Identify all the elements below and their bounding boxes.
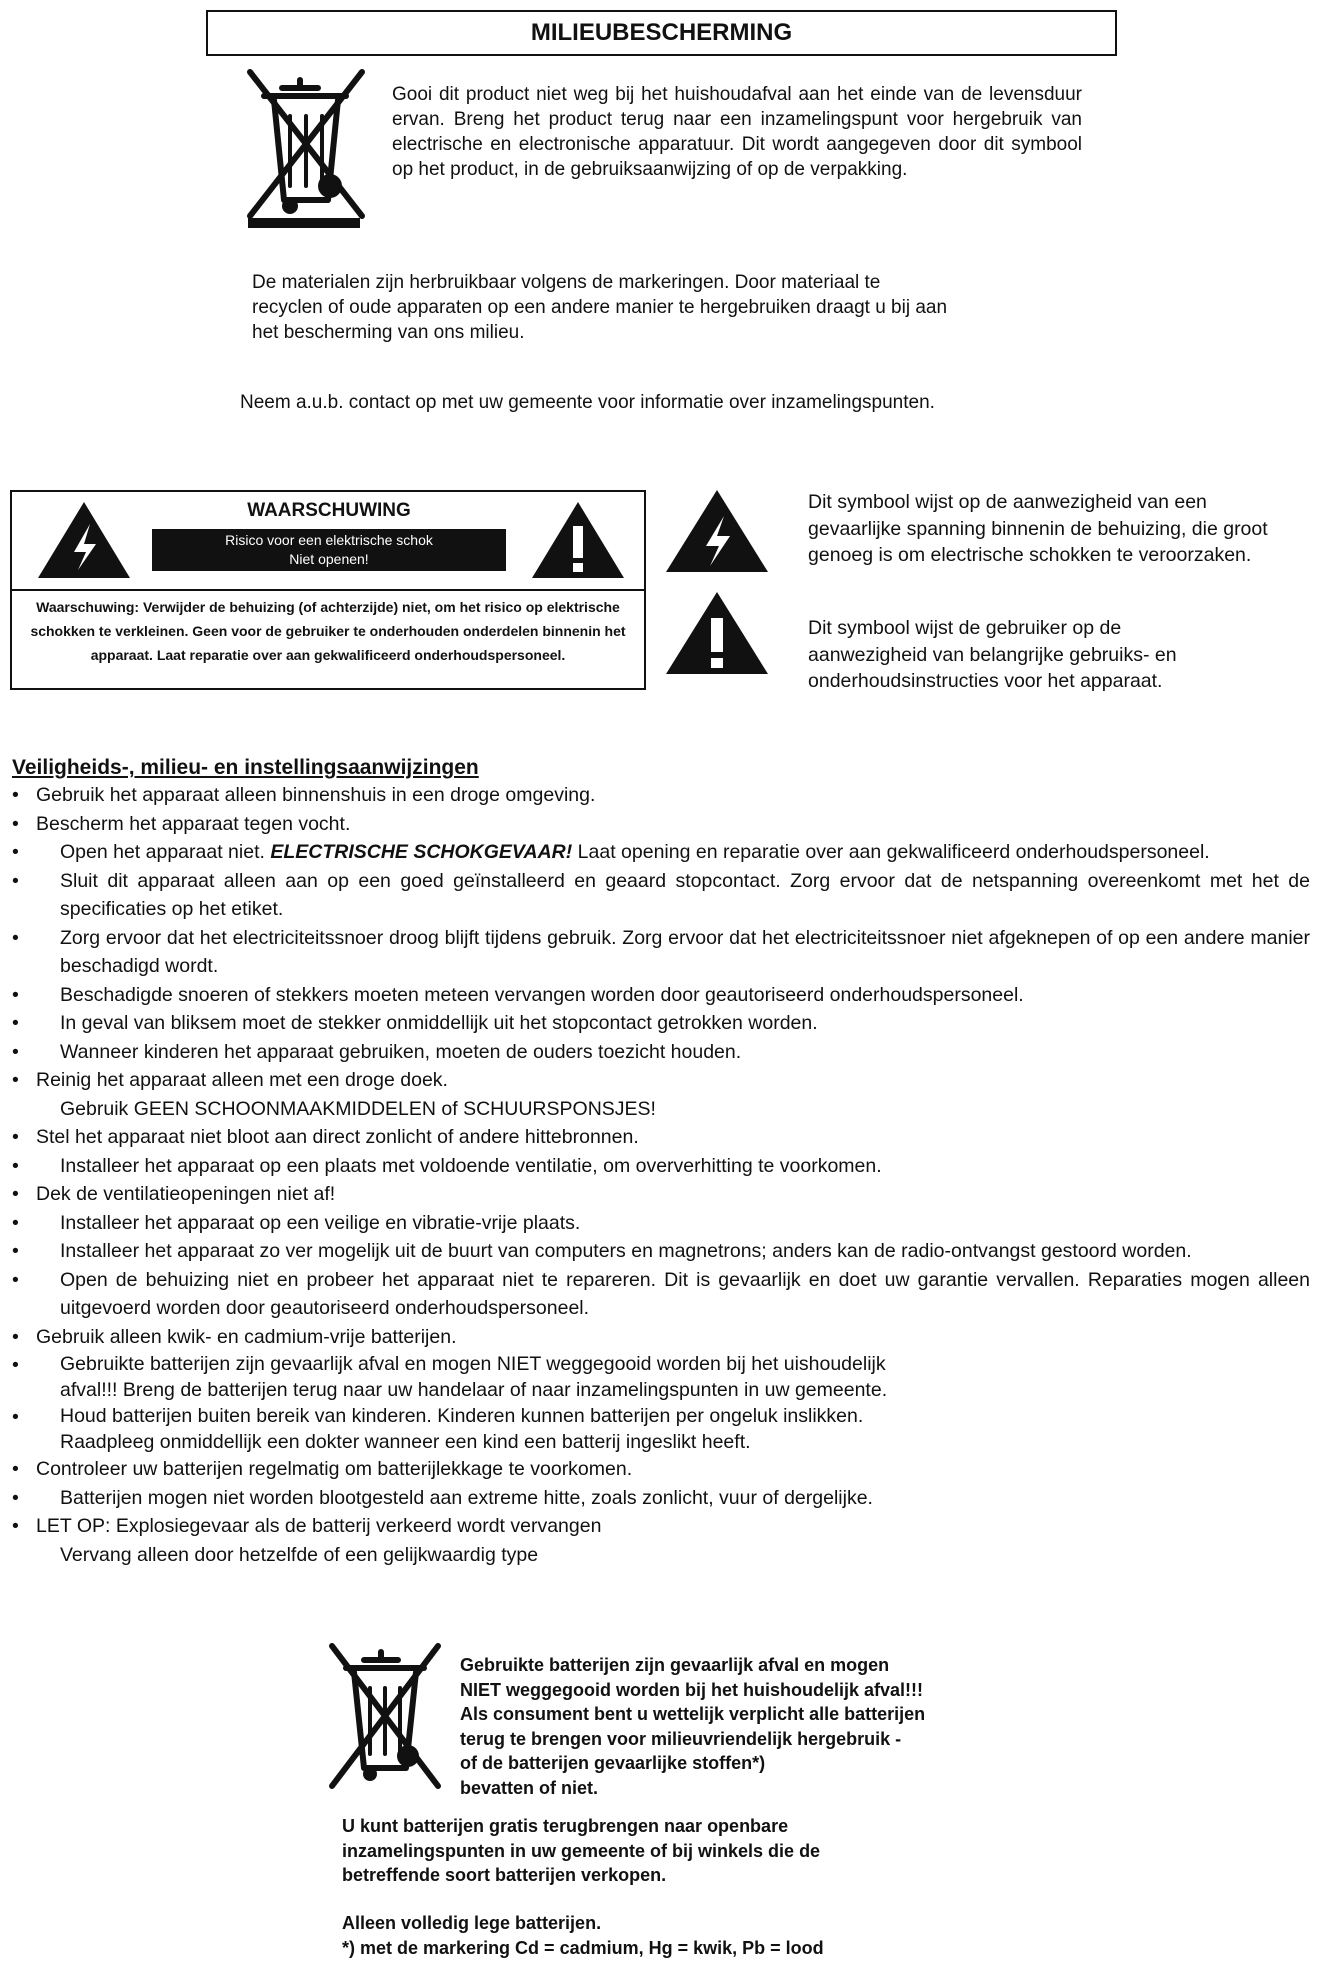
list-item: • Open het apparaat niet. ELECTRISCHE SCHOKGEVAAR! Laat opening en reparatie over aan gekwalificeerd onderhoudspersoneel. (12, 841, 1210, 863)
list-item-line-2: Raadpleeg onmiddellijk een dokter wanneer een kind een batterij ingeslikt heeft. (60, 1431, 751, 1453)
list-item-text: Gebruik alleen kwik- en cadmium-vrije batterijen. (36, 1325, 457, 1348)
warning-banner-line-1: Risico voor een elektrische schok (225, 532, 433, 548)
list-item: • Gebruik alleen kwik- en cadmium-vrije batterijen. (12, 1325, 457, 1348)
battery-empty-only: Alleen volledig lege batterijen. (342, 1913, 602, 1933)
list-item: • Gebruikte batterijen zijn gevaarlijk afval en mogen NIET weggegooid worden bij het uishoudelijk afval!!! Breng de batterijen terug naar uw handelaar of naar inzamelingspunten in uw gemeente. (10, 1351, 1310, 1403)
list-item: • Controleer uw batterijen regelmatig om batterijlekkage te voorkomen. (12, 1458, 633, 1480)
battery-return-line: U kunt batterijen gratis terugbrengen naar openbare (342, 1816, 789, 1836)
battery-return-info (342, 1814, 820, 1888)
page-title: MILIEUBESCHERMING (206, 10, 1117, 56)
list-item: • Dek de ventilatieopeningen niet af! (12, 1183, 336, 1205)
intro-paragraph-2: De materialen zijn herbruikbaar volgens de markeringen. Door materiaal te recyclen of oude apparaten op een andere manier te hergebruiken draagt u bij aan het bescherming van ons milieu. (252, 272, 948, 343)
list-item-text: Reinig het apparaat alleen met een droge doek. (36, 1069, 448, 1091)
list-item: • Houd batterijen buiten bereik van kinderen. Kinderen kunnen batterijen per ongeluk inslikken. Raadpleeg onmiddellijk een dokter wanneer een kind een batterij ingeslikt heeft. (10, 1403, 1310, 1455)
list-item-subline: Vervang alleen door hetzelfde of een gelijkwaardig type (60, 1543, 539, 1566)
list-item-line-1: Gebruikte batterijen zijn gevaarlijk afval en mogen NIET weggegooid worden bij het uishoudelijk (60, 1353, 886, 1375)
list-item-text: Dek de ventilatieopeningen niet af! (36, 1183, 336, 1205)
list-item-text: Wanneer kinderen het apparaat gebruiken, moeten de ouders toezicht houden. (60, 1040, 742, 1063)
list-item: • Installeer het apparaat op een veilige en vibratie-vrije plaats. (12, 1211, 581, 1234)
list-item-text: Zorg ervoor dat het electriciteitssnoer droog blijft tijdens gebruik. Zorg ervoor dat het electriciteitssnoer niet afgeknepen of op een andere manier beschadigd wordt. (60, 926, 1310, 977)
list-item-text: Installeer het apparaat zo ver mogelijk uit de buurt van computers en magnetrons; anders kan de radio-ontvangst gestoord worden. (60, 1240, 1192, 1262)
list-item: • Stel het apparaat niet bloot aan direct zonlicht of andere hittebronnen. (12, 1126, 639, 1148)
lightning-symbol-icon (664, 488, 770, 574)
list-item-text: Open de behuizing niet en probeer het apparaat niet te repareren. Dit is gevaarlijk en doet uw garantie vervallen. Reparaties mogen alleen uitgevoerd worden door geautoriseerd onderhoudspersoneel. (60, 1268, 1310, 1319)
warning-divider (12, 589, 644, 591)
list-item: • Open de behuizing niet en probeer het apparaat niet te repareren. Dit is gevaarlijk en doet uw garantie vervallen. Reparaties mogen alleen uitgevoerd worden door geautoriseerd onderhoudspersoneel. (12, 1268, 1310, 1319)
list-item: • In geval van bliksem moet de stekker onmiddellijk uit het stopcontact getrokken worden. (12, 1012, 818, 1034)
list-item: • Gebruik het apparaat alleen binnenshuis in een droge omgeving. (12, 784, 596, 806)
list-item-text: Bescherm het apparaat tegen vocht. (36, 812, 351, 835)
battery-notice (460, 1653, 925, 1800)
intro-paragraph-1: Gooi dit product niet weg bij het huishoudafval aan het einde van de levensduur ervan. Breng het product terug naar een inzamelingspunt voor hergebruik van electrische en electronische apparatuur. Dit wordt aangegeven door dit symbool op het product, in de gebruiksaanwijzing of op de verpakking. (392, 84, 1082, 180)
safety-list (10, 781, 1310, 1569)
list-item: • Batterijen mogen niet worden blootgesteld aan extreme hitte, zoals zonlicht, vuur of dergelijke. (12, 1486, 873, 1509)
list-item: • Bescherm het apparaat tegen vocht. (12, 812, 351, 835)
list-item: • Wanneer kinderen het apparaat gebruiken, moeten de ouders toezicht houden. (12, 1040, 742, 1063)
battery-notice-line: Als consument bent u wettelijk verplicht alle batterijen (460, 1704, 926, 1724)
warning-banner (152, 529, 506, 571)
list-item-line-1: Houd batterijen buiten bereik van kinderen. Kinderen kunnen batterijen per ongeluk inslikken. (60, 1405, 864, 1427)
battery-notice-line: terug te brengen voor milieuvriendelijk hergebruik - (460, 1728, 902, 1749)
lightning-symbol-description: Dit symbool wijst op de aanwezigheid van een gevaarlijke spanning binnenin de behuizing, die groot genoeg is om electrische schokken te veroorzaken. (808, 491, 1268, 566)
battery-return-line: inzamelingspunten in uw gemeente of bij winkels die de (342, 1840, 821, 1861)
battery-return-line: betreffende soort batterijen verkopen. (342, 1865, 667, 1885)
list-item-text: Laat opening en reparatie over aan gekwalificeerd onderhoudspersoneel. (572, 841, 1210, 863)
warning-heading: WAARSCHUWING (247, 500, 411, 521)
electric-shock-warning-icon (36, 500, 132, 580)
list-item-text: Open het apparaat niet. (60, 841, 271, 863)
list-item: • Zorg ervoor dat het electriciteitssnoer droog blijft tijdens gebruik. Zorg ervoor dat het electriciteitssnoer niet afgeknepen of op een andere manier beschadigd wordt. (12, 926, 1310, 977)
battery-notice-line: bevatten of niet. (460, 1777, 599, 1798)
list-item-text: Sluit dit apparaat alleen aan op een goed geïnstalleerd en geaard stopcontact. Zorg ervoor dat de netspanning overeenkomt met het de specificaties op het etiket. (60, 869, 1310, 920)
battery-crossed-bin-icon (326, 1640, 446, 1798)
list-item-text: In geval van bliksem moet de stekker onmiddellijk uit het stopcontact getrokken worden. (60, 1012, 818, 1034)
exclamation-symbol-icon (664, 590, 770, 676)
battery-notice-line: NIET weggegooid worden bij het huishoudelijk afval!!! (460, 1679, 924, 1700)
list-item-text: Stel het apparaat niet bloot aan direct zonlicht of andere hittebronnen. (36, 1126, 639, 1148)
intro-paragraph-3: Neem a.u.b. contact op met uw gemeente voor informatie over inzamelingspunten. (240, 392, 935, 413)
list-item-text: Installeer het apparaat op een veilige en vibratie-vrije plaats. (60, 1211, 581, 1234)
battery-notice-line: of de batterijen gevaarlijke stoffen*) (460, 1753, 766, 1773)
warning-box (10, 490, 646, 690)
list-item: • Installeer het apparaat zo ver mogelijk uit de buurt van computers en magnetrons; anders kan de radio-ontvangst gestoord worden. (12, 1240, 1192, 1262)
warning-text: Waarschuwing: Verwijder de behuizing (of achterzijde) niet, om het risico op elektrische schokken te verkleinen. Geen voor de gebruiker te onderhouden onderdelen binnenin het apparaat. Laat reparatie over aan gekwalificeerd onderhoudspersoneel. (30, 599, 626, 663)
list-item-subline: Gebruik GEEN SCHOONMAAKMIDDELEN of SCHUURSPONSJES! (60, 1097, 656, 1120)
battery-footnote: *) met de markering Cd = cadmium, Hg = kwik, Pb = lood (342, 1938, 824, 1958)
shock-hazard-emphasis: ELECTRISCHE SCHOKGEVAAR! (270, 841, 573, 863)
list-item-text: Beschadigde snoeren of stekkers moeten meteen vervangen worden door geautoriseerd onderhoudspersoneel. (60, 983, 1024, 1006)
list-item-text: Gebruik het apparaat alleen binnenshuis in een droge omgeving. (36, 784, 596, 806)
list-item: • LET OP: Explosiegevaar als de batterij verkeerd wordt vervangen Vervang alleen door hetzelfde of een gelijkwaardig type (10, 1512, 1310, 1569)
list-item-text: Installeer het apparaat op een plaats met voldoende ventilatie, om oververhitting te voorkomen. (60, 1154, 882, 1177)
list-item: • Sluit dit apparaat alleen aan op een goed geïnstalleerd en geaard stopcontact. Zorg ervoor dat de netspanning overeenkomt met het de specificaties op het etiket. (12, 869, 1310, 920)
battery-notice-line: Gebruikte batterijen zijn gevaarlijk afval en mogen (460, 1655, 890, 1675)
list-item-text: Batterijen mogen niet worden blootgesteld aan extreme hitte, zoals zonlicht, vuur of dergelijke. (60, 1486, 873, 1509)
section-title: Veiligheids-, milieu- en instellingsaanwijzingen (12, 756, 479, 779)
list-item: • Installeer het apparaat op een plaats met voldoende ventilatie, om oververhitting te voorkomen. (12, 1154, 882, 1177)
exclamation-symbol-description: Dit symbool wijst de gebruiker op de aanwezigheid van belangrijke gebruiks- en onderhoudsinstructies voor het apparaat. (808, 617, 1177, 692)
crossed-bin-icon (244, 66, 370, 232)
list-item: • Beschadigde snoeren of stekkers moeten meteen vervangen worden door geautoriseerd onderhoudspersoneel. (12, 983, 1024, 1006)
list-item: • Reinig het apparaat alleen met een droge doek. Gebruik GEEN SCHOONMAAKMIDDELEN of SCHUURSPONSJES! (10, 1066, 1310, 1123)
exclamation-warning-icon (530, 500, 626, 580)
list-item-text: LET OP: Explosiegevaar als de batterij verkeerd wordt vervangen (36, 1515, 602, 1537)
list-item-text: Controleer uw batterijen regelmatig om batterijlekkage te voorkomen. (36, 1458, 633, 1480)
warning-banner-line-2: Niet openen! (289, 551, 369, 567)
list-item-line-2: afval!!! Breng de batterijen terug naar uw handelaar of naar inzamelingspunten in uw gemeente. (60, 1379, 888, 1401)
